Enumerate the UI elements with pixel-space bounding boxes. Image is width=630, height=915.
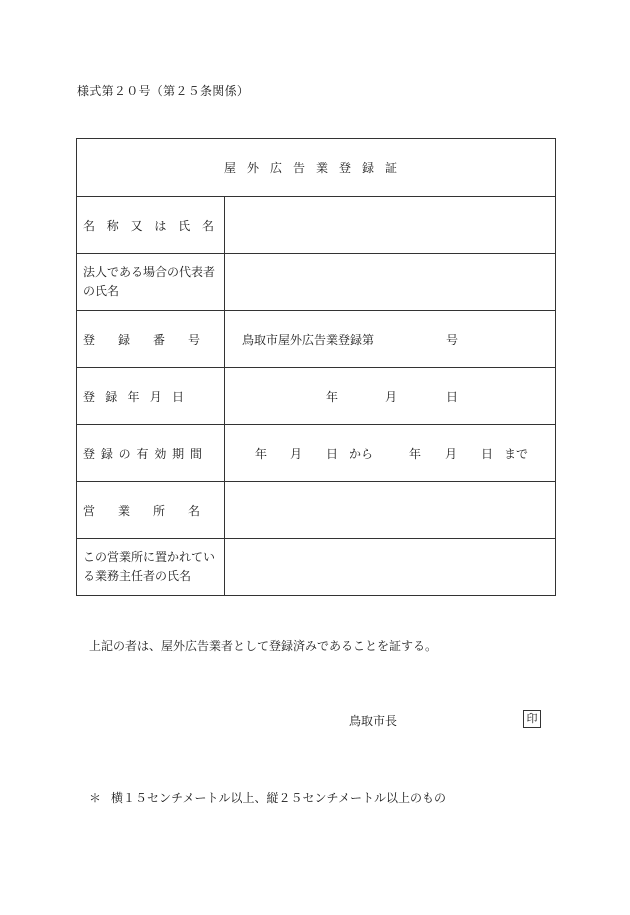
validity-from-label: から bbox=[349, 446, 374, 461]
registration-year: 年 bbox=[326, 389, 339, 404]
seal-mark: 印 bbox=[523, 710, 541, 728]
validity-to-day: 日 bbox=[481, 446, 494, 461]
registration-month: 月 bbox=[385, 389, 398, 404]
value-validity-period[interactable] bbox=[225, 425, 555, 481]
label-registration-date: 登 録 年 月 日 bbox=[77, 368, 225, 424]
registration-number-prefix: 鳥取市屋外広告業登録第 bbox=[242, 332, 375, 347]
validity-from-day: 日 bbox=[326, 446, 339, 461]
label-office-name: 営 業 所 名 bbox=[77, 482, 225, 538]
size-footnote bbox=[89, 789, 446, 806]
value-representative[interactable] bbox=[225, 254, 555, 310]
validity-from-month: 月 bbox=[290, 446, 303, 461]
footnote-text: 横１５センチメートル以上、縦２５センチメートル以上のもの bbox=[111, 791, 447, 805]
label-name: 名 称 又 は 氏 名 bbox=[77, 197, 225, 253]
label-validity-period: 登 録 の 有 効 期 間 bbox=[77, 425, 225, 481]
form-number: 様式第２０号（第２５条関係） bbox=[77, 84, 250, 98]
validity-to-month: 月 bbox=[445, 446, 458, 461]
value-registration-number[interactable] bbox=[225, 311, 555, 367]
value-chief-officer[interactable] bbox=[225, 539, 555, 595]
row-registration-date bbox=[77, 368, 555, 425]
asterisk-icon: ＊ bbox=[89, 791, 102, 805]
row-office-name bbox=[77, 482, 555, 539]
registration-number-suffix: 号 bbox=[446, 332, 459, 347]
registration-day: 日 bbox=[446, 389, 459, 404]
label-chief-officer: この営業所に置かれている業務主任者の氏名 bbox=[77, 539, 225, 595]
row-validity-period bbox=[77, 425, 555, 482]
certification-statement: 上記の者は、屋外広告業者として登録済みであることを証する。 bbox=[89, 639, 438, 653]
issuer-name: 鳥取市長 bbox=[349, 714, 398, 728]
validity-from-year: 年 bbox=[255, 446, 268, 461]
value-office-name[interactable] bbox=[225, 482, 555, 538]
certificate-table bbox=[76, 138, 556, 596]
certificate-title: 屋外広告業登録証 bbox=[77, 139, 555, 197]
label-representative: 法人である場合の代表者の氏名 bbox=[77, 254, 225, 310]
value-name[interactable] bbox=[225, 197, 555, 253]
row-chief-officer bbox=[77, 539, 555, 595]
value-registration-date[interactable] bbox=[225, 368, 555, 424]
row-registration-number bbox=[77, 311, 555, 368]
validity-to-label: まで bbox=[504, 446, 529, 461]
row-representative bbox=[77, 254, 555, 311]
validity-to-year: 年 bbox=[409, 446, 422, 461]
label-registration-number: 登 録 番 号 bbox=[77, 311, 225, 367]
row-name bbox=[77, 197, 555, 254]
